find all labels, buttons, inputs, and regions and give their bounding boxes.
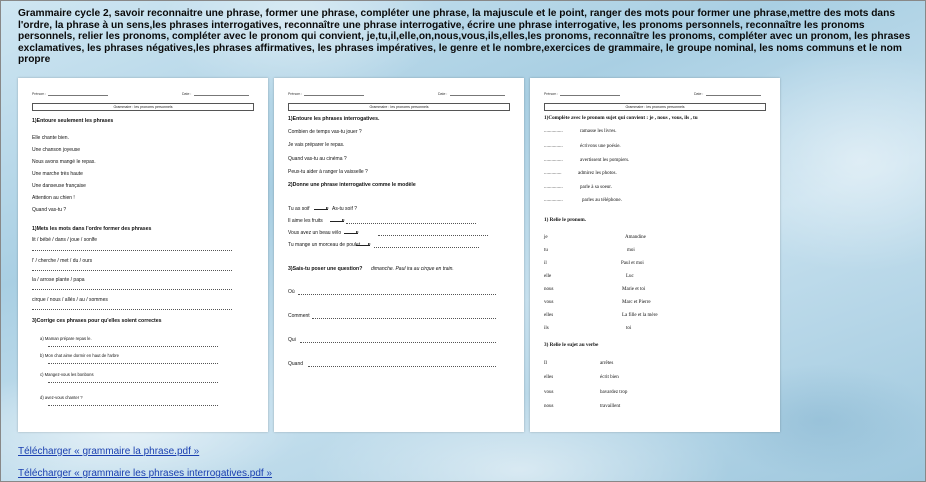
prenom-label: Prénom :: [32, 92, 47, 96]
exercise-title: 1)Entoure les phrases interrogatives.: [288, 116, 380, 122]
list-item: la / arrose plante / papa: [32, 277, 85, 283]
verb-right: écrit bien: [600, 375, 619, 380]
exercise-title: 1)Mets les mots dans l'ordre former des phrases: [32, 226, 152, 232]
date-label: Date :: [438, 92, 448, 96]
list-item: Une chanson joyeuse: [32, 147, 81, 153]
download-link-interrogatives[interactable]: Télécharger « grammaire les phrases interrogatives.pdf »: [18, 468, 273, 479]
list-item: Combien de temps vas-tu jouer ?: [288, 129, 362, 135]
worksheet-header: [544, 92, 766, 102]
exercise-title: 2)Donne une phrase interrogative comme le modèle: [288, 182, 416, 188]
list-item: parles au téléphone.: [582, 198, 622, 203]
blank-line: ...............: [544, 158, 563, 163]
date-label: Date :: [694, 92, 704, 96]
list-item: Une danseuse française: [32, 183, 86, 189]
pronoun-right: Paul et moi: [621, 261, 644, 266]
worksheet-preview-pronoms[interactable]: [530, 78, 780, 432]
subject-left: nous: [544, 404, 554, 409]
list-item: cirque / nous / allés / au / sommes: [32, 297, 108, 303]
list-item: b) Mon chat aime dormir en haut de l'arbre: [40, 353, 120, 358]
subject-left: Il: [544, 361, 548, 366]
pronoun-right: toi: [626, 326, 632, 331]
blank-line: ...............: [544, 129, 563, 134]
pronoun-right: Marie et toi: [622, 287, 646, 292]
exercise-title: 3)Sais-tu poser une question?: [288, 266, 363, 272]
pronoun-left: vous: [544, 300, 554, 305]
list-item: Quand vas-tu ?: [32, 207, 67, 213]
list-item: Peux-tu aider à ranger la vaisselle ?: [288, 169, 368, 175]
blank-line: ...............: [544, 185, 563, 190]
prenom-label: Prénom :: [544, 92, 559, 96]
pronoun-left: je: [544, 235, 548, 240]
worksheet-preview-interrogatives[interactable]: [274, 78, 524, 432]
exercise-title: 1) Relie le pronom.: [544, 217, 586, 223]
prenom-label: Prénom :: [288, 92, 303, 96]
list-item: Nous avons mangé le repas.: [32, 159, 96, 165]
date-label: Date :: [182, 92, 192, 96]
list-item: Quand vas-tu au cinéma ?: [288, 156, 347, 162]
list-item: l' / cherche / met / du / ours: [32, 258, 93, 264]
list-item: c) Mangez-vous les bonbons: [40, 372, 94, 377]
exercise-title: 1)Entoure seulement les phrases: [32, 118, 114, 124]
list-item: parle à sa soeur.: [580, 185, 612, 190]
worksheet-header: [32, 92, 254, 102]
pronoun-right: Amandine: [625, 235, 646, 240]
list-item: Attention au chien !: [32, 195, 75, 201]
exercise-example: dimanche. Paul ira au cirque en train.: [371, 266, 454, 272]
pronoun-right: La fille et la mère: [622, 313, 658, 318]
list-item: écrivons une poésie.: [580, 144, 621, 149]
blank-line: ...............: [544, 198, 563, 203]
pronoun-left: il: [544, 261, 547, 266]
verb-right: arrêtes: [600, 361, 614, 366]
blank-line: ..............: [544, 171, 562, 176]
list-item: d) avez-vous chanter ?: [40, 395, 83, 400]
pronoun-left: elles: [544, 313, 554, 318]
pronoun-right: Luc: [626, 274, 634, 279]
worksheet-title: Grammaire : les pronoms personnels: [544, 103, 766, 111]
exercise-title: 3) Relie le sujet au verbe: [544, 342, 599, 348]
list-item: a) Maman prépare repas le.: [40, 336, 92, 341]
worksheet-title: Grammaire : les pronoms personnels: [32, 103, 254, 111]
worksheet-title: Grammaire : les pronoms personnels: [288, 103, 510, 111]
pronoun-left: elle: [544, 274, 552, 279]
worksheet-preview-phrase[interactable]: [18, 78, 268, 432]
list-item: Une marche très haute: [32, 171, 83, 177]
exercise-title: 1)Complète avec le pronom sujet qui convient : je , nous , vous, ils , tu: [544, 115, 698, 121]
list-item: Tu as soif: [288, 206, 310, 212]
model-answer: As-tu soif ?: [332, 206, 358, 212]
verb-right: bavardez trop: [600, 390, 628, 395]
download-link-phrase[interactable]: Télécharger « grammaire la phrase.pdf »: [18, 446, 200, 457]
worksheet-header: [288, 92, 510, 102]
subject-left: elles: [544, 375, 554, 380]
list-item: Où: [288, 289, 295, 295]
list-item: Quand: [288, 361, 304, 367]
list-item: Elle chante bien.: [32, 135, 69, 141]
pronoun-right: Marc et Pierre: [622, 300, 651, 305]
list-item: Je vais préparer le repas.: [288, 142, 345, 148]
list-item: Comment: [288, 313, 310, 319]
blank-line: ...............: [544, 144, 563, 149]
pronoun-left: nous: [544, 287, 554, 292]
subject-left: vous: [544, 390, 554, 395]
list-item: Qui: [288, 337, 296, 343]
list-item: Vous avez un beau vélo: [288, 230, 342, 236]
exercise-title: 3)Corrige ces phrases pour qu'elles soient correctes: [32, 318, 162, 324]
list-item: ramasse les livres.: [580, 129, 617, 134]
list-item: avertissent les pompiers.: [580, 158, 630, 163]
pronoun-right: moi: [627, 248, 635, 253]
pronoun-left: tu: [544, 248, 548, 253]
pronoun-left: ils: [544, 326, 549, 331]
list-item: admirez les photos.: [578, 171, 617, 176]
page-description: Grammaire cycle 2, savoir reconnaitre une phrase, former une phrase, compléter une phrase, la majuscule et le point, ranger des mots pour former une phrase,mettre des mots dans l'ordre, la phrase à un sens,les phrases interrogatives, reconnaître une phrase interrogative, écrire une phrase interrogative, les pronoms personnels, reconnaître les pronoms personnels, relier les pronoms, compléter avec le pronom qui convient, je,tu,il,elle,on,nous,vous,ils,elles,les pronoms, reconnaître les pronoms, compléter avec un pronom, les phrases exclamatives, les phrases négatives,les phrases affirmatives, les phrases impératives, le genre et le nombre,exercices de grammaire, le groupe nominal, les noms communs et le nom propre: [18, 8, 911, 65]
list-item: Tu mange un morceau de poulet: [288, 242, 361, 248]
list-item: lit / bébé / dans / joue / sonlfe: [32, 237, 98, 243]
verb-right: travaillent: [600, 404, 621, 409]
list-item: Il aime les fruits: [288, 218, 323, 224]
